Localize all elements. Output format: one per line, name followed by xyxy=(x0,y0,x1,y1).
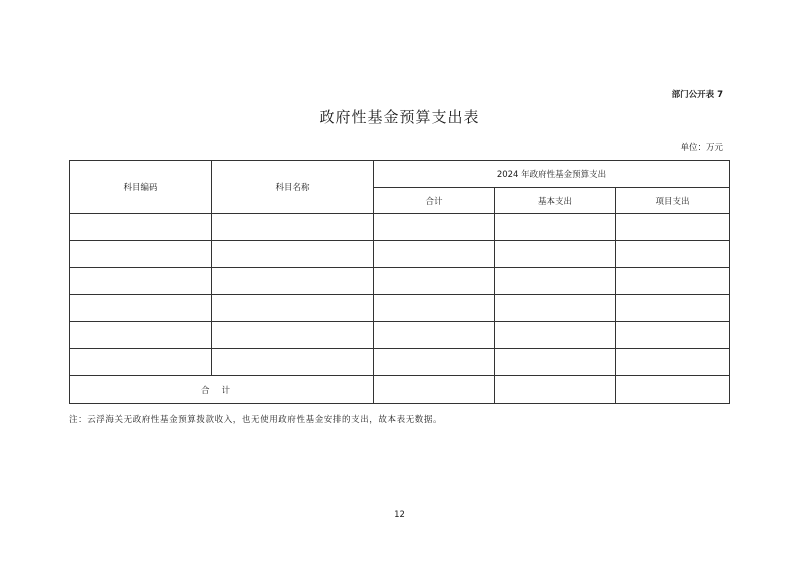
cell-name xyxy=(212,268,374,295)
cell-basic xyxy=(495,295,616,322)
cell-total xyxy=(374,295,495,322)
total-row xyxy=(70,376,730,404)
unit-label: 单位：万元 xyxy=(680,143,723,153)
cell-name xyxy=(212,349,374,376)
table-header-row xyxy=(70,161,730,188)
cell-name xyxy=(212,295,374,322)
cell-code xyxy=(70,295,212,322)
page-number: 12 xyxy=(394,510,405,520)
cell-code xyxy=(70,241,212,268)
footnote: 注：云浮海关无政府性基金预算拨款收入，也无使用政府性基金安排的支出，故本表无数据。 xyxy=(69,415,443,425)
cell-project xyxy=(616,295,730,322)
page-title: 政府性基金预算支出表 xyxy=(319,108,480,126)
table-code-label: 部门公开表 7 xyxy=(671,90,723,100)
budget-table xyxy=(69,160,730,404)
col-header-project: 项目支出 xyxy=(616,188,730,214)
cell-project xyxy=(616,322,730,349)
total-cell-project xyxy=(616,376,730,404)
cell-total xyxy=(374,268,495,295)
cell-total xyxy=(374,241,495,268)
cell-code xyxy=(70,268,212,295)
table-row xyxy=(70,214,730,241)
cell-basic xyxy=(495,268,616,295)
col-header-total: 合计 xyxy=(374,188,495,214)
col-header-name: 科目名称 xyxy=(212,161,374,214)
cell-total xyxy=(374,349,495,376)
table-row xyxy=(70,268,730,295)
cell-basic xyxy=(495,241,616,268)
col-group-header: 2024 年政府性基金预算支出 xyxy=(374,161,730,188)
cell-code xyxy=(70,214,212,241)
table-row xyxy=(70,349,730,376)
total-cell-basic xyxy=(495,376,616,404)
cell-code xyxy=(70,349,212,376)
cell-total xyxy=(374,322,495,349)
cell-basic xyxy=(495,214,616,241)
cell-name xyxy=(212,241,374,268)
cell-project xyxy=(616,241,730,268)
cell-basic xyxy=(495,322,616,349)
cell-basic xyxy=(495,349,616,376)
col-header-code: 科目编码 xyxy=(70,161,212,214)
cell-project xyxy=(616,268,730,295)
col-header-basic: 基本支出 xyxy=(495,188,616,214)
table-row xyxy=(70,241,730,268)
table-row xyxy=(70,322,730,349)
cell-project xyxy=(616,349,730,376)
cell-name xyxy=(212,322,374,349)
total-label: 合计 xyxy=(70,376,374,404)
cell-project xyxy=(616,214,730,241)
cell-name xyxy=(212,214,374,241)
total-cell-total xyxy=(374,376,495,404)
cell-code xyxy=(70,322,212,349)
table-row xyxy=(70,295,730,322)
cell-total xyxy=(374,214,495,241)
